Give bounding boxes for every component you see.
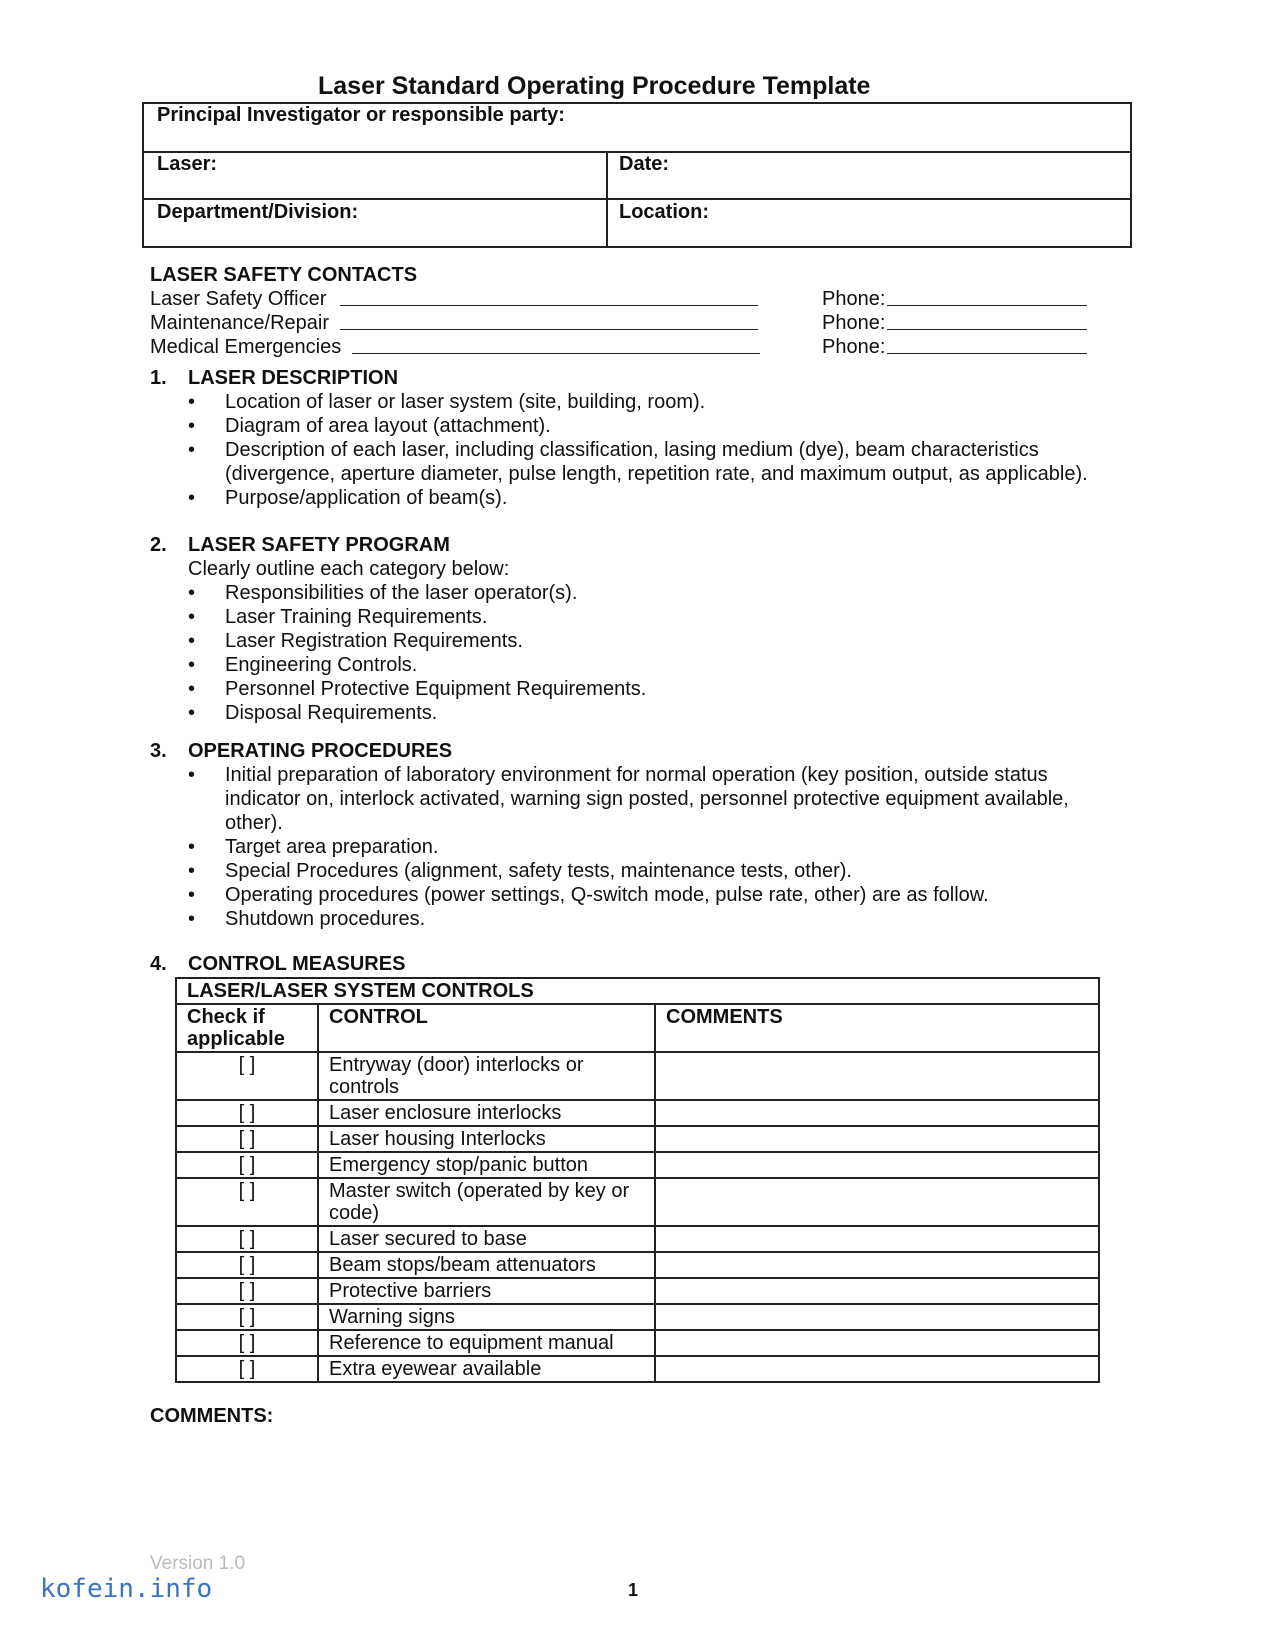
control-name: Emergency stop/panic button xyxy=(318,1152,655,1178)
contacts-heading: LASER SAFETY CONTACTS xyxy=(150,264,418,286)
comment-cell[interactable] xyxy=(655,1278,1099,1304)
list-item: • Location of laser or laser system (site, building, room). xyxy=(188,391,706,413)
checkbox[interactable]: [ ] xyxy=(176,1152,318,1178)
section-laser-description xyxy=(150,367,1130,510)
section-heading: 3. OPERATING PROCEDURES xyxy=(150,740,453,762)
contact-row xyxy=(150,311,886,335)
table-row xyxy=(176,1304,1099,1330)
list-item: • Shutdown procedures. xyxy=(188,908,426,930)
page-title: Laser Standard Operating Procedure Template xyxy=(318,72,871,100)
contact-blank-line xyxy=(340,311,758,330)
table-row xyxy=(176,1178,1099,1226)
table-row xyxy=(176,1252,1099,1278)
comments-label: COMMENTS: xyxy=(150,1405,274,1427)
control-name: Laser secured to base xyxy=(318,1226,655,1252)
table-row xyxy=(176,1052,1099,1100)
checkbox[interactable]: [ ] xyxy=(176,1252,318,1278)
location-field-label: Location: xyxy=(619,201,709,223)
control-name: Protective barriers xyxy=(318,1278,655,1304)
section-heading: 4. CONTROL MEASURES xyxy=(150,953,406,975)
comment-cell[interactable] xyxy=(655,1052,1099,1100)
contact-blank-line xyxy=(340,287,758,306)
department-field-label: Department/Division: xyxy=(157,201,359,223)
column-header-check: Check if applicable xyxy=(176,1004,318,1052)
pi-field-label: Principal Investigator or responsible party: xyxy=(157,104,565,126)
list-item: • Initial preparation of laboratory environment for normal operation (key position, outside status indicator on, interlock activated, warning sign posted, personnel protective equipment available, other). xyxy=(188,764,1069,834)
checkbox[interactable]: [ ] xyxy=(176,1356,318,1382)
table-row xyxy=(176,1356,1099,1382)
list-item: • Purpose/application of beam(s). xyxy=(188,487,508,509)
contact-row xyxy=(150,287,886,311)
column-header-comments: COMMENTS xyxy=(655,1004,1099,1052)
checkbox[interactable]: [ ] xyxy=(176,1052,318,1100)
list-item: • Description of each laser, including classification, lasing medium (dye), beam characteristics (divergence, aperture diameter, pulse length, repetition rate, and maximum output, as applicable). xyxy=(188,439,1088,485)
section-heading: 1. LASER DESCRIPTION xyxy=(150,367,399,389)
comment-cell[interactable] xyxy=(655,1304,1099,1330)
checkbox[interactable]: [ ] xyxy=(176,1226,318,1252)
checkbox[interactable]: [ ] xyxy=(176,1100,318,1126)
brand-watermark: kofein.info xyxy=(40,1574,213,1604)
contact-label: Medical Emergencies xyxy=(150,336,342,358)
checkbox[interactable]: [ ] xyxy=(176,1178,318,1226)
comment-cell[interactable] xyxy=(655,1252,1099,1278)
list-item: • Laser Training Requirements. xyxy=(188,606,488,628)
section-laser-safety-program xyxy=(150,534,1130,725)
table-row xyxy=(176,1126,1099,1152)
control-name: Extra eyewear available xyxy=(318,1356,655,1382)
control-name: Laser enclosure interlocks xyxy=(318,1100,655,1126)
contact-blank-line xyxy=(352,335,760,354)
checkbox[interactable]: [ ] xyxy=(176,1278,318,1304)
contact-label: Laser Safety Officer xyxy=(150,288,327,310)
list-item: • Diagram of area layout (attachment). xyxy=(188,415,551,437)
checkbox[interactable]: [ ] xyxy=(176,1330,318,1356)
list-item: • Engineering Controls. xyxy=(188,654,418,676)
version-label: Version 1.0 xyxy=(150,1553,246,1574)
table-row xyxy=(176,1226,1099,1252)
safety-contacts xyxy=(150,263,886,359)
comment-cell[interactable] xyxy=(655,1152,1099,1178)
comment-cell[interactable] xyxy=(655,1226,1099,1252)
phone-label: Phone: xyxy=(822,336,886,358)
control-name: Laser housing Interlocks xyxy=(318,1126,655,1152)
phone-blank-line xyxy=(887,311,1087,330)
page-number: 1 xyxy=(628,1580,639,1600)
phone-label: Phone: xyxy=(822,312,886,334)
control-name: Master switch (operated by key or code) xyxy=(318,1178,655,1226)
header-column-divider xyxy=(606,153,608,246)
contact-label: Maintenance/Repair xyxy=(150,312,329,334)
list-item: • Personnel Protective Equipment Requirements. xyxy=(188,678,647,700)
table-row xyxy=(176,1278,1099,1304)
list-item: • Laser Registration Requirements. xyxy=(188,630,523,652)
comment-cell[interactable] xyxy=(655,1126,1099,1152)
control-name: Beam stops/beam attenuators xyxy=(318,1252,655,1278)
comment-cell[interactable] xyxy=(655,1330,1099,1356)
contact-row xyxy=(150,335,886,359)
phone-blank-line xyxy=(887,335,1087,354)
phone-blank-line xyxy=(887,287,1087,306)
laser-field-label: Laser: xyxy=(157,153,218,175)
list-item: • Operating procedures (power settings, Q-switch mode, pulse rate, other) are as follow. xyxy=(188,884,989,906)
section-intro: Clearly outline each category below: xyxy=(188,558,510,580)
header-info-table xyxy=(142,102,1132,248)
section-heading: 2. LASER SAFETY PROGRAM xyxy=(150,534,450,556)
list-item: • Target area preparation. xyxy=(188,836,439,858)
list-item: • Disposal Requirements. xyxy=(188,702,438,724)
control-name: Reference to equipment manual xyxy=(318,1330,655,1356)
column-header-control: CONTROL xyxy=(318,1004,655,1052)
control-measures-table xyxy=(175,977,1100,1383)
comment-cell[interactable] xyxy=(655,1356,1099,1382)
comment-cell[interactable] xyxy=(655,1100,1099,1126)
comment-cell[interactable] xyxy=(655,1178,1099,1226)
control-name: Warning signs xyxy=(318,1304,655,1330)
table-row xyxy=(176,1152,1099,1178)
table-caption: LASER/LASER SYSTEM CONTROLS xyxy=(176,978,1099,1004)
checkbox[interactable]: [ ] xyxy=(176,1304,318,1330)
section-operating-procedures xyxy=(150,740,1110,931)
phone-label: Phone: xyxy=(822,288,886,310)
checkbox[interactable]: [ ] xyxy=(176,1126,318,1152)
header-row-divider xyxy=(144,198,1130,200)
date-field-label: Date: xyxy=(619,153,670,175)
control-name: Entryway (door) interlocks or controls xyxy=(318,1052,655,1100)
list-item: • Responsibilities of the laser operator(s). xyxy=(188,582,578,604)
table-row xyxy=(176,1100,1099,1126)
section-control-measures xyxy=(150,953,405,976)
list-item: • Special Procedures (alignment, safety tests, maintenance tests, other). xyxy=(188,860,852,882)
table-row xyxy=(176,1330,1099,1356)
